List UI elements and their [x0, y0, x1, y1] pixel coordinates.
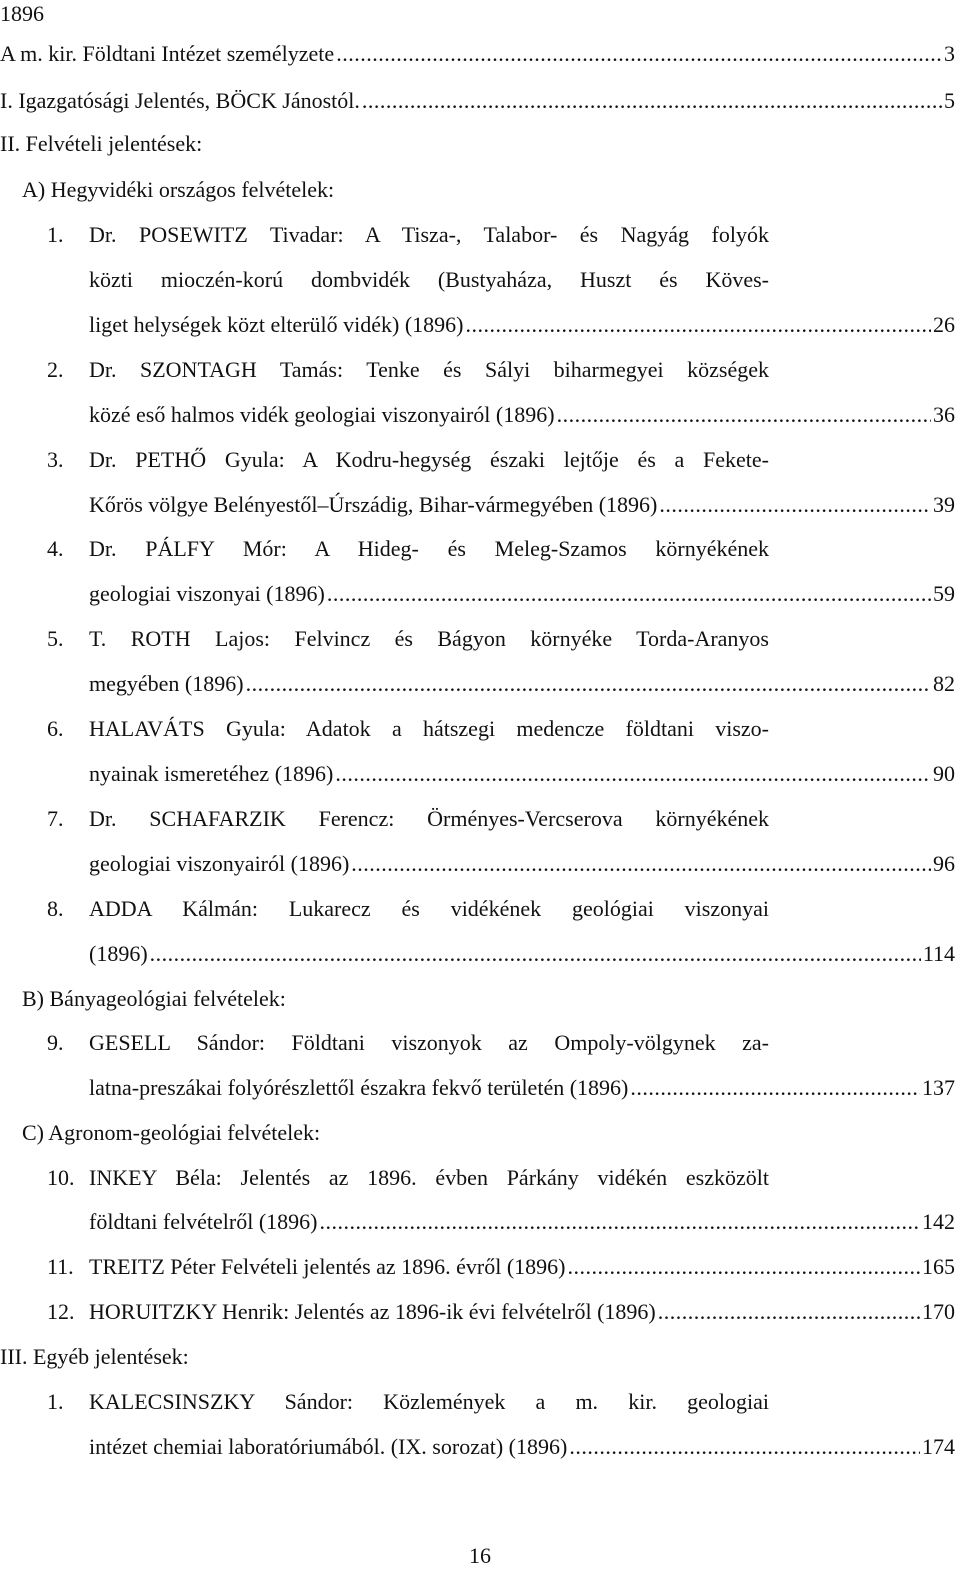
entry-title: megyében (1896) [89, 671, 244, 696]
toc-entry-11 [89, 1253, 955, 1281]
entry-page: 165 [922, 1254, 955, 1279]
toc-entry-1 [89, 311, 955, 339]
entry-line: T. ROTH Lajos: Felvincz és Bágyon környéke Torda-Aranyos [89, 626, 769, 651]
leader-dots [335, 760, 931, 788]
page-number: 16 [469, 1543, 491, 1568]
entry-title: HORUITZKY Henrik: Jelentés az 1896-ik évi felvételről (1896) [89, 1299, 656, 1324]
entry-page: 170 [922, 1299, 955, 1324]
toc-entry-5 [89, 670, 955, 698]
leader-dots [658, 1298, 920, 1326]
subsection-heading-a: A) Hegyvidéki országos felvételek: [22, 177, 335, 202]
entry-number: 7. [47, 806, 64, 831]
leader-dots [569, 1433, 920, 1461]
entry-page: 174 [922, 1434, 955, 1459]
leader-dots [568, 1253, 920, 1281]
leader-dots [351, 850, 931, 878]
entry-number: 8. [47, 896, 64, 921]
leader-dots [246, 670, 931, 698]
entry-line: Dr. SCHAFARZIK Ferencz: Örményes-Vercserova környékének [89, 806, 769, 831]
entry-number: 1. [47, 222, 64, 247]
toc-entry-iii-1 [89, 1433, 955, 1461]
entry-number: 5. [47, 626, 64, 651]
section-heading-2: II. Felvételi jelentések: [0, 131, 203, 156]
toc-entry-report1 [0, 87, 955, 115]
entry-number: 1. [47, 1389, 64, 1414]
entry-page: 142 [922, 1209, 955, 1234]
leader-dots [466, 311, 932, 339]
entry-number: 9. [47, 1030, 64, 1055]
entry-line: GESELL Sándor: Földtani viszonyok az Ompoly-völgynek za- [89, 1030, 769, 1055]
entry-title: geologiai viszonyairól (1896) [89, 851, 350, 876]
entry-title: geologiai viszonyai (1896) [89, 581, 325, 606]
entry-page: 5 [944, 88, 955, 113]
toc-entry-2 [89, 401, 955, 429]
entry-line: Dr. PETHŐ Gyula: A Kodru-hegység északi lejtője és a Fekete- [89, 447, 769, 472]
entry-number: 12. [47, 1299, 75, 1324]
entry-line: közti mioczén-korú dombvidék (Bustyaháza, Huszt és Köves- [89, 267, 769, 292]
entry-number: 10. [47, 1165, 75, 1190]
subsection-heading-c: C) Agronom-geológiai felvételek: [22, 1120, 321, 1145]
entry-title: I. Igazgatósági Jelentés, BÖCK Jánostól. [0, 88, 360, 113]
entry-page: 137 [922, 1075, 955, 1100]
entry-page: 90 [933, 761, 955, 786]
entry-page: 82 [933, 671, 955, 696]
entry-title: TREITZ Péter Felvételi jelentés az 1896. évről (1896) [89, 1254, 566, 1279]
leader-dots [327, 580, 931, 608]
toc-entry-9 [89, 1074, 955, 1102]
entry-page: 36 [933, 402, 955, 427]
leader-dots [336, 40, 942, 68]
toc-entry-7 [89, 850, 955, 878]
entry-line: ADDA Kálmán: Lukarecz és vidékének geológiai viszonyai [89, 896, 769, 921]
entry-line: Dr. PÁLFY Mór: A Hideg- és Meleg-Szamos környékének [89, 536, 769, 561]
toc-entry-4 [89, 580, 955, 608]
entry-page: 96 [933, 851, 955, 876]
subsection-heading-b: B) Bányageológiai felvételek: [22, 986, 286, 1011]
entry-title: (1896) [89, 941, 148, 966]
toc-entry-8 [89, 940, 955, 968]
entry-title: nyainak ismeretéhez (1896) [89, 761, 334, 786]
toc-entry-12 [89, 1298, 955, 1326]
toc-entry-6 [89, 760, 955, 788]
entry-number: 11. [47, 1254, 74, 1279]
entry-number: 6. [47, 716, 64, 741]
entry-line: INKEY Béla: Jelentés az 1896. évben Párkány vidékén eszközölt [89, 1165, 769, 1190]
entry-page: 59 [933, 581, 955, 606]
toc-entry-3 [89, 491, 955, 519]
entry-line: Dr. SZONTAGH Tamás: Tenke és Sályi biharmegyei községek [89, 357, 769, 382]
leader-dots [362, 87, 942, 115]
toc-entry-staff [0, 40, 955, 68]
leader-dots [150, 940, 921, 968]
entry-title: földtani felvételről (1896) [89, 1209, 318, 1234]
entry-title: A m. kir. Földtani Intézet személyzete [0, 41, 335, 66]
entry-page: 26 [933, 312, 955, 337]
entry-title: liget helységek közt elterülő vidék) (1896) [89, 312, 464, 337]
entry-page: 3 [944, 41, 955, 66]
entry-number: 3. [47, 447, 64, 472]
leader-dots [557, 401, 931, 429]
entry-number: 4. [47, 536, 64, 561]
section-heading-3: III. Egyéb jelentések: [0, 1344, 189, 1369]
toc-entry-10 [89, 1208, 955, 1236]
leader-dots [630, 1074, 920, 1102]
entry-title: latna-preszákai folyórészlettől északra fekvő területén (1896) [89, 1075, 629, 1100]
entry-page: 114 [922, 941, 955, 966]
entry-line: Dr. POSEWITZ Tivadar: A Tisza-, Talabor- és Nagyág folyók [89, 222, 769, 247]
leader-dots [319, 1208, 920, 1236]
entry-title: Kőrös völgye Belényestől–Úrszádig, Bihar-vármegyében (1896) [89, 492, 658, 517]
entry-line: HALAVÁTS Gyula: Adatok a hátszegi medencze földtani viszo- [89, 716, 769, 741]
leader-dots [659, 491, 931, 519]
entry-page: 39 [933, 492, 955, 517]
entry-number: 2. [47, 357, 64, 382]
entry-line: KALECSINSZKY Sándor: Közlemények a m. kir. geologiai [89, 1389, 769, 1414]
year-heading: 1896 [0, 1, 44, 26]
entry-title: közé eső halmos vidék geologiai viszonyairól (1896) [89, 402, 555, 427]
entry-title: intézet chemiai laboratóriumából. (IX. sorozat) (1896) [89, 1434, 568, 1459]
